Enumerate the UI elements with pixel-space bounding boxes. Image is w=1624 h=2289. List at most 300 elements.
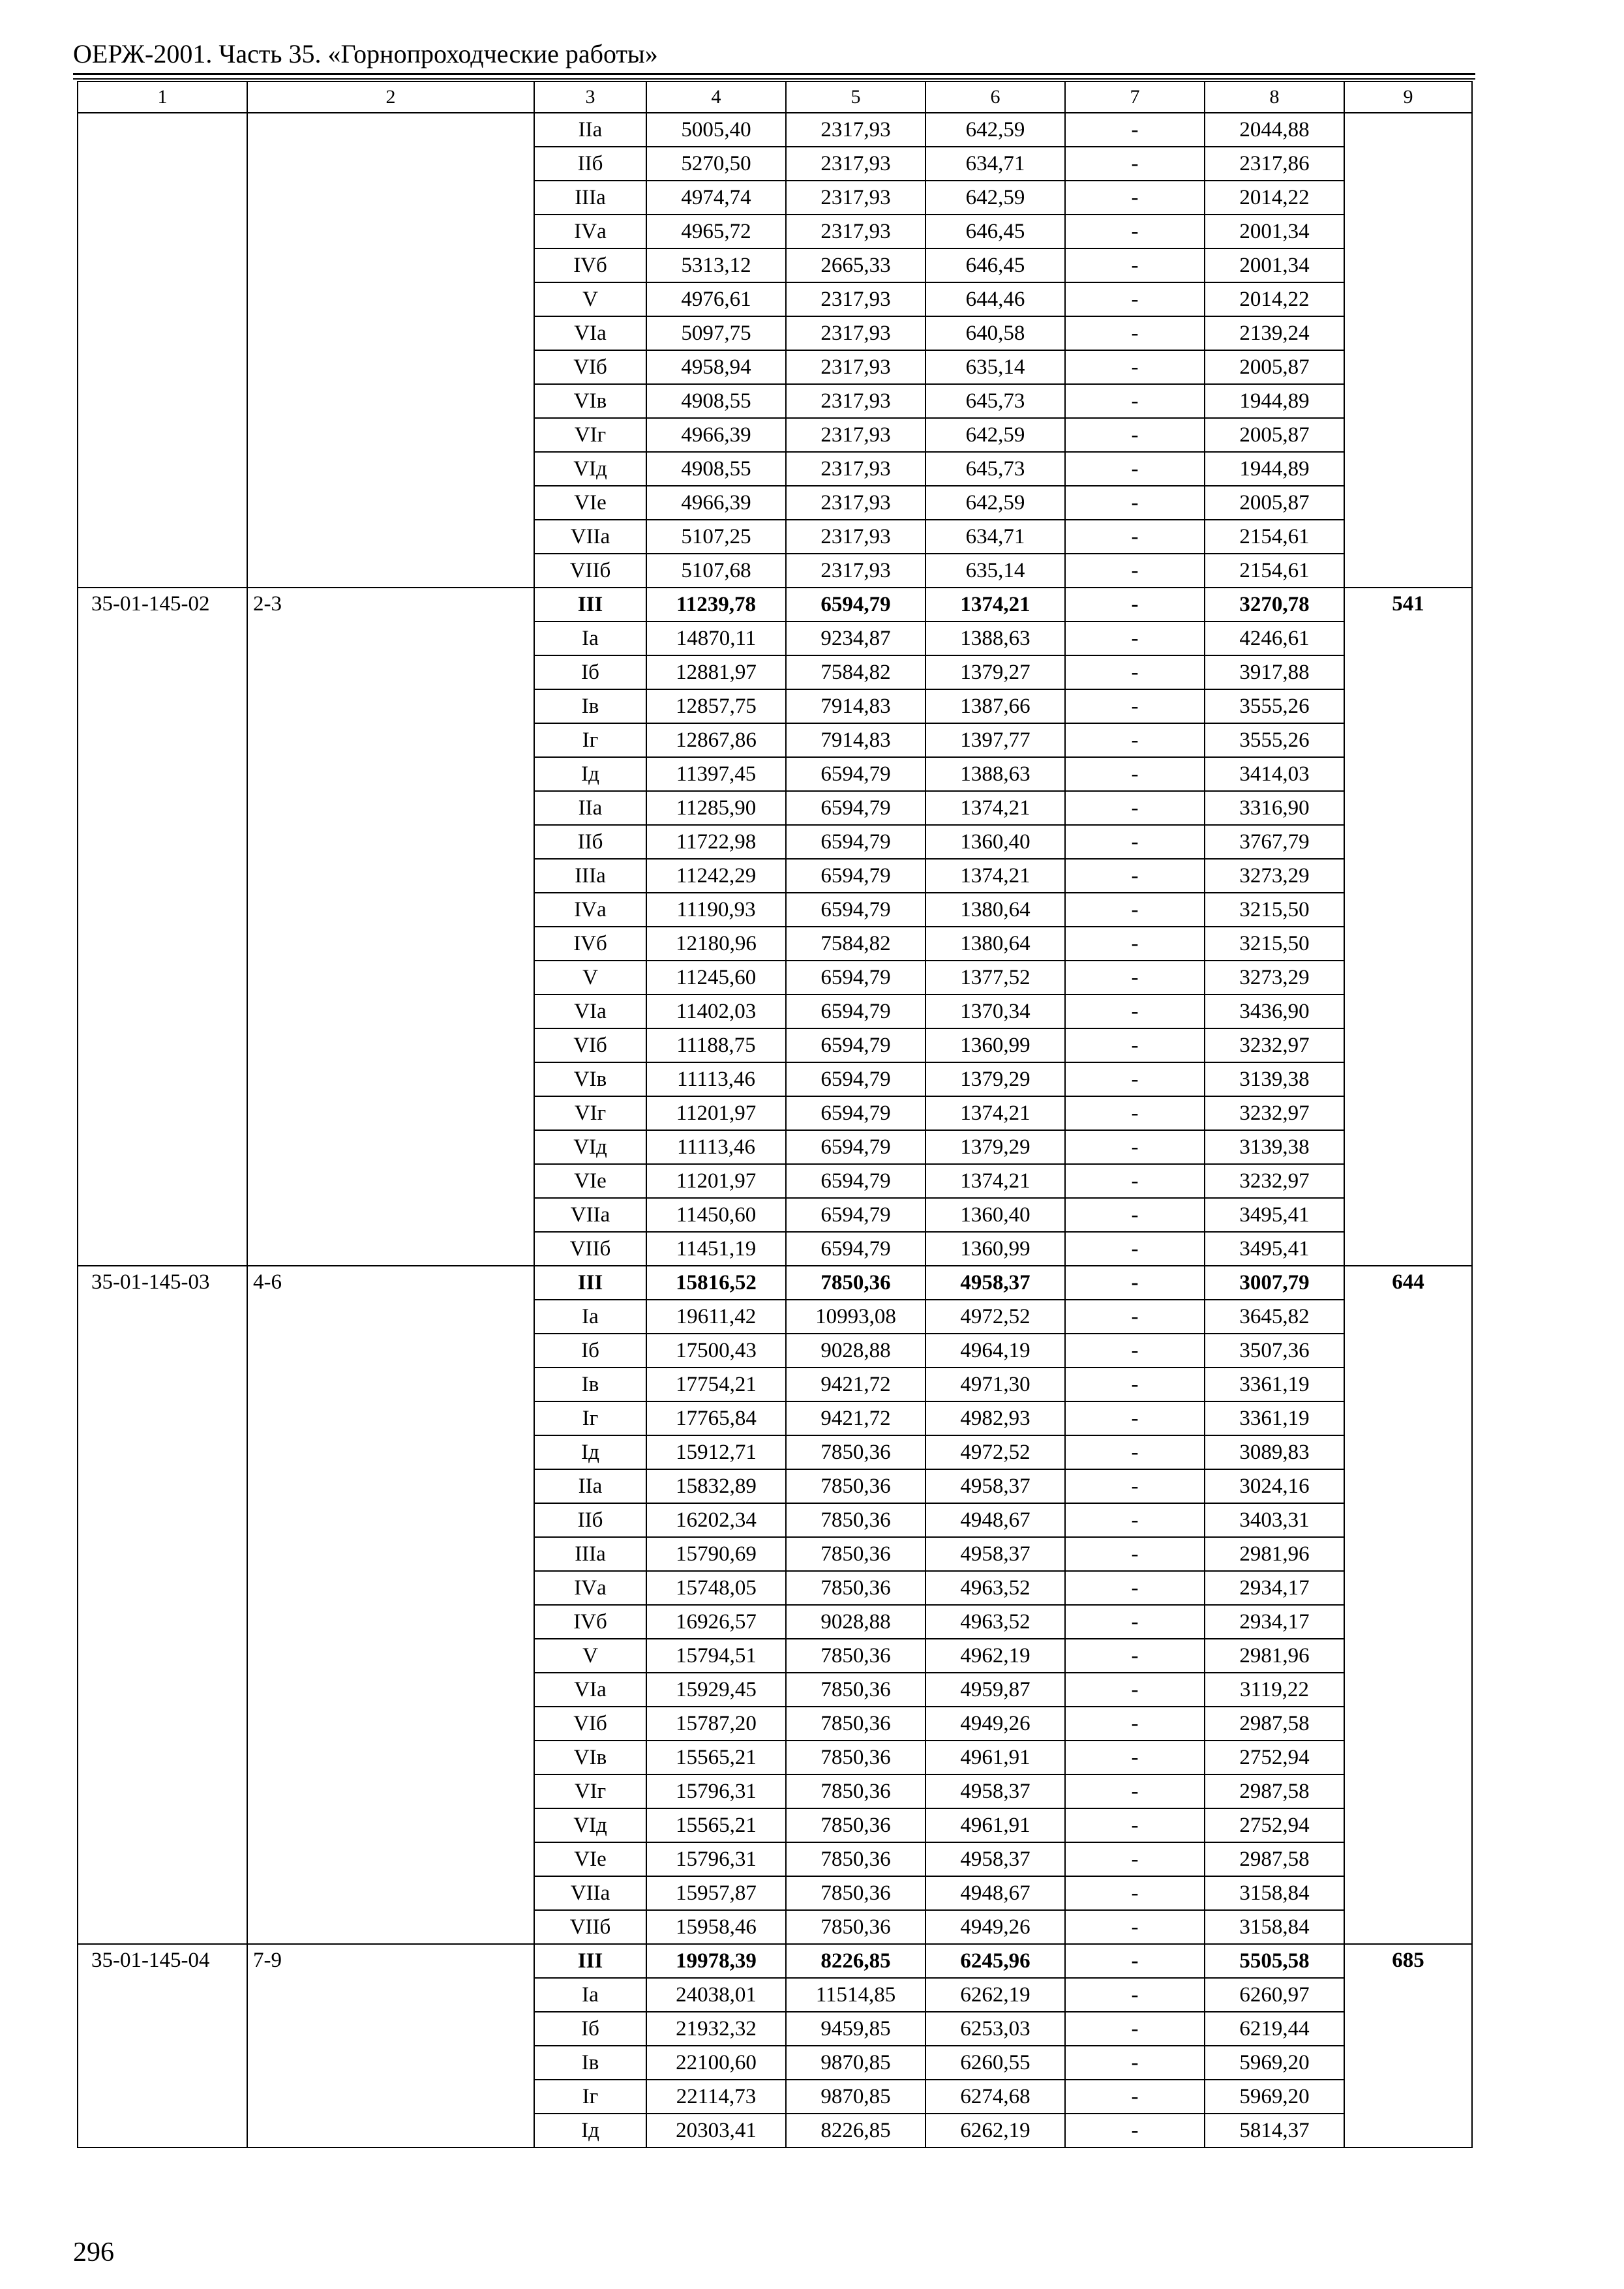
table-cell: 635,14 (925, 554, 1065, 588)
table-cell: 15565,21 (646, 1741, 786, 1774)
table-cell: 11201,97 (646, 1096, 786, 1130)
table-cell: VIг (534, 1774, 646, 1808)
table-cell: 9028,88 (786, 1334, 925, 1368)
table-cell: 2044,88 (1205, 113, 1344, 147)
table-cell: - (1065, 1130, 1205, 1164)
table-cell: 3645,82 (1205, 1300, 1344, 1334)
table-cell: 22100,60 (646, 2046, 786, 2080)
column-number-row (78, 82, 1472, 113)
table-cell: 2005,87 (1205, 418, 1344, 452)
table-cell: IIIа (534, 859, 646, 893)
table-cell: 1944,89 (1205, 384, 1344, 418)
table-cell: 11190,93 (646, 893, 786, 927)
table-cell: 15957,87 (646, 1876, 786, 1910)
column-number: 4 (646, 82, 786, 113)
table-cell: VIд (534, 1130, 646, 1164)
table-cell: - (1065, 1673, 1205, 1707)
table-cell: 3232,97 (1205, 1164, 1344, 1198)
table-cell: 4959,87 (925, 1673, 1065, 1707)
table-cell: 2981,96 (1205, 1639, 1344, 1673)
table-cell: - (1065, 859, 1205, 893)
table-cell: 2317,93 (786, 554, 925, 588)
table-cell: 11201,97 (646, 1164, 786, 1198)
table-cell: 640,58 (925, 316, 1065, 350)
table-cell: - (1065, 1639, 1205, 1673)
table-cell: - (1065, 1876, 1205, 1910)
table-cell: 3215,50 (1205, 893, 1344, 927)
table-cell: - (1065, 316, 1205, 350)
table-cell: 7850,36 (786, 1266, 925, 1300)
table-cell: - (1065, 181, 1205, 215)
table-cell: 2981,96 (1205, 1537, 1344, 1571)
column-9-cell: 685 (1344, 1944, 1472, 2147)
table-cell: - (1065, 1842, 1205, 1876)
table-cell: 24038,01 (646, 1978, 786, 2012)
table-cell: 634,71 (925, 520, 1065, 554)
table-cell: 2987,58 (1205, 1774, 1344, 1808)
table-cell: 11188,75 (646, 1028, 786, 1062)
column-number: 2 (247, 82, 534, 113)
table-cell: - (1065, 1774, 1205, 1808)
table-cell: 2987,58 (1205, 1707, 1344, 1741)
table-cell: 2934,17 (1205, 1605, 1344, 1639)
table-cell: 4958,37 (925, 1774, 1065, 1808)
table-cell: 3007,79 (1205, 1266, 1344, 1300)
table-cell: - (1065, 1368, 1205, 1401)
table-cell: 3270,78 (1205, 588, 1344, 621)
table-cell: VIб (534, 1028, 646, 1062)
table-cell: 2317,93 (786, 520, 925, 554)
table-cell: 2005,87 (1205, 350, 1344, 384)
table-cell: Iа (534, 621, 646, 655)
table-cell: 3158,84 (1205, 1910, 1344, 1944)
table-cell: - (1065, 1503, 1205, 1537)
table-cell: - (1065, 1707, 1205, 1741)
table-cell: 2317,93 (786, 384, 925, 418)
table-cell: 6219,44 (1205, 2012, 1344, 2046)
header-rule (73, 73, 1475, 75)
table-cell: 1374,21 (925, 791, 1065, 825)
table-cell: V (534, 961, 646, 995)
table-cell: 645,73 (925, 452, 1065, 486)
table-cell: 3555,26 (1205, 723, 1344, 757)
table-cell: 6594,79 (786, 1198, 925, 1232)
table-cell: - (1065, 588, 1205, 621)
table-cell: 7914,83 (786, 723, 925, 757)
table-cell: 15816,52 (646, 1266, 786, 1300)
table-cell: Iд (534, 1435, 646, 1469)
table-cell: 4949,26 (925, 1707, 1065, 1741)
page-header: ОЕРЖ-2001. Часть 35. «Горнопроходческие работы» (73, 39, 658, 68)
table-row (78, 1944, 1472, 1978)
table-cell: 6594,79 (786, 588, 925, 621)
table-cell: 17765,84 (646, 1401, 786, 1435)
table-cell: Iд (534, 2114, 646, 2147)
table-cell: VIIа (534, 520, 646, 554)
table-cell: - (1065, 554, 1205, 588)
table-cell: VIIб (534, 1232, 646, 1266)
range-cell: 7-9 (247, 1944, 534, 2147)
table-cell: 642,59 (925, 113, 1065, 147)
table-cell: 3158,84 (1205, 1876, 1344, 1910)
table-cell: 2154,61 (1205, 554, 1344, 588)
table-cell: Iб (534, 2012, 646, 2046)
table-cell: 11113,46 (646, 1130, 786, 1164)
table-cell: 11450,60 (646, 1198, 786, 1232)
table-cell: 15790,69 (646, 1537, 786, 1571)
table-cell: 3232,97 (1205, 1028, 1344, 1062)
table-cell: 3917,88 (1205, 655, 1344, 689)
table-cell: 2317,93 (786, 282, 925, 316)
table-cell: IIа (534, 791, 646, 825)
table-cell: 3215,50 (1205, 927, 1344, 961)
range-cell (247, 113, 534, 588)
table-cell: VIа (534, 316, 646, 350)
table-cell: 15796,31 (646, 1774, 786, 1808)
table-cell: 3414,03 (1205, 757, 1344, 791)
table-cell: 15748,05 (646, 1571, 786, 1605)
table-cell: VIIа (534, 1876, 646, 1910)
table-cell: 2317,86 (1205, 147, 1344, 181)
table-cell: 4908,55 (646, 384, 786, 418)
table-cell: - (1065, 1910, 1205, 1944)
table-cell: 6594,79 (786, 961, 925, 995)
table-cell: 2317,93 (786, 215, 925, 248)
table-cell: - (1065, 1096, 1205, 1130)
table-cell: 6594,79 (786, 825, 925, 859)
table-cell: - (1065, 248, 1205, 282)
table-cell: 1374,21 (925, 1096, 1065, 1130)
table-cell: 6594,79 (786, 1096, 925, 1130)
table-cell: 4974,74 (646, 181, 786, 215)
table-cell: Iг (534, 723, 646, 757)
table-cell: 2934,17 (1205, 1571, 1344, 1605)
table-cell: 3361,19 (1205, 1368, 1344, 1401)
table-cell: 4958,37 (925, 1537, 1065, 1571)
table-cell: VIв (534, 1741, 646, 1774)
table-cell: - (1065, 452, 1205, 486)
table-cell: - (1065, 1435, 1205, 1469)
table-cell: IIа (534, 1469, 646, 1503)
rate-code-cell: 35-01-145-02 (78, 588, 247, 1266)
table-cell: 9459,85 (786, 2012, 925, 2046)
table-cell: 6594,79 (786, 1232, 925, 1266)
table-cell: Iд (534, 757, 646, 791)
table-cell: - (1065, 2012, 1205, 2046)
table-cell: 6594,79 (786, 1062, 925, 1096)
table-cell: Iг (534, 1401, 646, 1435)
table-cell: 4948,67 (925, 1876, 1065, 1910)
table-cell: 6594,79 (786, 791, 925, 825)
table-cell: 7850,36 (786, 1876, 925, 1910)
table-cell: - (1065, 1198, 1205, 1232)
table-cell: - (1065, 350, 1205, 384)
table-cell: 2014,22 (1205, 282, 1344, 316)
table-cell: 1374,21 (925, 1164, 1065, 1198)
table-cell: - (1065, 1266, 1205, 1300)
table-cell: - (1065, 723, 1205, 757)
table-cell: IIIа (534, 1537, 646, 1571)
table-cell: 642,59 (925, 418, 1065, 452)
table-cell: - (1065, 2080, 1205, 2114)
table-cell: 6594,79 (786, 757, 925, 791)
table-cell: IIб (534, 1503, 646, 1537)
table-cell: 2317,93 (786, 181, 925, 215)
table-cell: 4972,52 (925, 1300, 1065, 1334)
table-cell: 4966,39 (646, 418, 786, 452)
column-number: 3 (534, 82, 646, 113)
table-cell: 6262,19 (925, 2114, 1065, 2147)
table-cell: - (1065, 282, 1205, 316)
table-cell: 11514,85 (786, 1978, 925, 2012)
table-cell: 11245,60 (646, 961, 786, 995)
table-cell: 7850,36 (786, 1435, 925, 1469)
table-cell: 1379,29 (925, 1130, 1065, 1164)
table-cell: IVб (534, 248, 646, 282)
table-cell: 3139,38 (1205, 1062, 1344, 1096)
rate-code-cell (78, 113, 247, 588)
table-body (78, 113, 1472, 2147)
table-cell: IVб (534, 927, 646, 961)
table-cell: 2001,34 (1205, 215, 1344, 248)
table-cell: 1360,40 (925, 1198, 1065, 1232)
table-cell: 4964,19 (925, 1334, 1065, 1368)
table-cell: 5814,37 (1205, 2114, 1344, 2147)
table-cell: 16926,57 (646, 1605, 786, 1639)
table-cell: IIб (534, 147, 646, 181)
column-number: 6 (925, 82, 1065, 113)
table-cell: - (1065, 961, 1205, 995)
table-cell: 19978,39 (646, 1944, 786, 1978)
table-cell: 11402,03 (646, 995, 786, 1028)
table-cell: 11451,19 (646, 1232, 786, 1266)
table-cell: 9870,85 (786, 2046, 925, 2080)
table-cell: 2317,93 (786, 316, 925, 350)
table-cell: 4972,52 (925, 1435, 1065, 1469)
table-cell: - (1065, 1978, 1205, 2012)
table-cell: 5005,40 (646, 113, 786, 147)
table-cell: 8226,85 (786, 2114, 925, 2147)
table-cell: 15794,51 (646, 1639, 786, 1673)
table-cell: VIе (534, 486, 646, 520)
table-cell: IVа (534, 215, 646, 248)
table-cell: IVб (534, 1605, 646, 1639)
table-cell: 15929,45 (646, 1673, 786, 1707)
header-rule-thin (73, 78, 1475, 80)
table-cell: 7850,36 (786, 1639, 925, 1673)
rate-code-cell: 35-01-145-03 (78, 1266, 247, 1944)
table-cell: 9421,72 (786, 1368, 925, 1401)
table-cell: 15912,71 (646, 1435, 786, 1469)
table-cell: 7850,36 (786, 1707, 925, 1741)
table-cell: 5505,58 (1205, 1944, 1344, 1978)
table-cell: 7850,36 (786, 1537, 925, 1571)
table-cell: 22114,73 (646, 2080, 786, 2114)
table-cell: 2317,93 (786, 147, 925, 181)
table-cell: - (1065, 1808, 1205, 1842)
table-cell: 8226,85 (786, 1944, 925, 1978)
table-cell: - (1065, 1571, 1205, 1605)
table-cell: 4971,30 (925, 1368, 1065, 1401)
table-cell: VIг (534, 418, 646, 452)
table-cell: V (534, 1639, 646, 1673)
table-cell: 19611,42 (646, 1300, 786, 1334)
table-cell: VIд (534, 1808, 646, 1842)
table-cell: 3273,29 (1205, 859, 1344, 893)
rate-code-cell: 35-01-145-04 (78, 1944, 247, 2147)
table-cell: 5313,12 (646, 248, 786, 282)
rates-table (77, 81, 1473, 2148)
table-cell: VIе (534, 1164, 646, 1198)
table-cell: 3495,41 (1205, 1198, 1344, 1232)
table-cell: - (1065, 147, 1205, 181)
table-cell: Iб (534, 1334, 646, 1368)
table-cell: - (1065, 486, 1205, 520)
table-cell: - (1065, 1401, 1205, 1435)
table-cell: 4961,91 (925, 1808, 1065, 1842)
table-cell: 7850,36 (786, 1910, 925, 1944)
table-cell: 9028,88 (786, 1605, 925, 1639)
table-row (78, 1266, 1472, 1300)
table-cell: 646,45 (925, 248, 1065, 282)
table-cell: - (1065, 995, 1205, 1028)
table-cell: 17754,21 (646, 1368, 786, 1401)
table-cell: - (1065, 689, 1205, 723)
table-cell: 17500,43 (646, 1334, 786, 1368)
table-cell: Iг (534, 2080, 646, 2114)
table-cell: 3139,38 (1205, 1130, 1344, 1164)
table-cell: - (1065, 893, 1205, 927)
table-cell: 11239,78 (646, 588, 786, 621)
table-row (78, 113, 1472, 147)
column-number: 9 (1344, 82, 1472, 113)
table-cell: 12857,75 (646, 689, 786, 723)
table-cell: 6245,96 (925, 1944, 1065, 1978)
table-cell: 7850,36 (786, 1673, 925, 1707)
table-cell: 2001,34 (1205, 248, 1344, 282)
table-cell: - (1065, 2046, 1205, 2080)
table-cell: 11113,46 (646, 1062, 786, 1096)
table-cell: 3024,16 (1205, 1469, 1344, 1503)
table-cell: 1377,52 (925, 961, 1065, 995)
table-cell: 634,71 (925, 147, 1065, 181)
table-cell: 4961,91 (925, 1741, 1065, 1774)
table-cell: 1380,64 (925, 893, 1065, 927)
table-cell: - (1065, 1164, 1205, 1198)
table-cell: 2317,93 (786, 113, 925, 147)
table-cell: 1360,99 (925, 1028, 1065, 1062)
table-cell: 3555,26 (1205, 689, 1344, 723)
table-cell: - (1065, 621, 1205, 655)
range-cell: 4-6 (247, 1266, 534, 1944)
table-cell: 3403,31 (1205, 1503, 1344, 1537)
table-cell: 3316,90 (1205, 791, 1344, 825)
table-cell: - (1065, 1232, 1205, 1266)
table-cell: 5097,75 (646, 316, 786, 350)
table-cell: 12180,96 (646, 927, 786, 961)
table-cell: 3495,41 (1205, 1232, 1344, 1266)
table-cell: 5107,25 (646, 520, 786, 554)
table-cell: 1387,66 (925, 689, 1065, 723)
table-cell: 4963,52 (925, 1571, 1065, 1605)
table-cell: 7584,82 (786, 655, 925, 689)
table-cell: 642,59 (925, 486, 1065, 520)
table-cell: 1380,64 (925, 927, 1065, 961)
table-cell: 2752,94 (1205, 1741, 1344, 1774)
table-cell: 2752,94 (1205, 1808, 1344, 1842)
table-cell: 2154,61 (1205, 520, 1344, 554)
table-cell: Iа (534, 1978, 646, 2012)
table-cell: - (1065, 825, 1205, 859)
table-cell: - (1065, 418, 1205, 452)
table-cell: 16202,34 (646, 1503, 786, 1537)
table-cell: 1397,77 (925, 723, 1065, 757)
table-cell: 1360,40 (925, 825, 1065, 859)
table-cell: 2317,93 (786, 418, 925, 452)
table-cell: 7850,36 (786, 1741, 925, 1774)
table-cell: 4966,39 (646, 486, 786, 520)
table-cell: - (1065, 2114, 1205, 2147)
column-number: 5 (786, 82, 925, 113)
table-cell: 2987,58 (1205, 1842, 1344, 1876)
table-cell: - (1065, 1469, 1205, 1503)
table-cell: III (534, 1944, 646, 1978)
table-cell: 12881,97 (646, 655, 786, 689)
table-cell: - (1065, 1605, 1205, 1639)
table-cell: 1379,27 (925, 655, 1065, 689)
table-cell: 15787,20 (646, 1707, 786, 1741)
table-cell: 2317,93 (786, 486, 925, 520)
table-cell: - (1065, 215, 1205, 248)
table-cell: 15958,46 (646, 1910, 786, 1944)
table-cell: 6594,79 (786, 859, 925, 893)
table-cell: IVа (534, 893, 646, 927)
table-cell: 5969,20 (1205, 2046, 1344, 2080)
table-cell: 4965,72 (646, 215, 786, 248)
table-cell: 7850,36 (786, 1808, 925, 1842)
table-cell: 646,45 (925, 215, 1065, 248)
table-cell: 4948,67 (925, 1503, 1065, 1537)
table-cell: 15832,89 (646, 1469, 786, 1503)
table-cell: 2317,93 (786, 350, 925, 384)
table-cell: 11397,45 (646, 757, 786, 791)
table-cell: 5107,68 (646, 554, 786, 588)
table-cell: Iа (534, 1300, 646, 1334)
table-cell: 20303,41 (646, 2114, 786, 2147)
table-cell: 11722,98 (646, 825, 786, 859)
table-cell: VIг (534, 1096, 646, 1130)
table-cell: VIа (534, 1673, 646, 1707)
table-cell: 4958,37 (925, 1266, 1065, 1300)
table-cell: 6594,79 (786, 1028, 925, 1062)
table-cell: - (1065, 1028, 1205, 1062)
table-cell: 7850,36 (786, 1842, 925, 1876)
table-cell: 3089,83 (1205, 1435, 1344, 1469)
table-cell: 15796,31 (646, 1842, 786, 1876)
table-cell: - (1065, 791, 1205, 825)
table-cell: 12867,86 (646, 723, 786, 757)
table-cell: 4976,61 (646, 282, 786, 316)
table-cell: 4958,37 (925, 1842, 1065, 1876)
table-cell: V (534, 282, 646, 316)
table-cell: III (534, 588, 646, 621)
table-cell: 642,59 (925, 181, 1065, 215)
table-cell: 4982,93 (925, 1401, 1065, 1435)
table-cell: 2005,87 (1205, 486, 1344, 520)
table-cell: - (1065, 113, 1205, 147)
table-cell: 15565,21 (646, 1808, 786, 1842)
table-cell: 4949,26 (925, 1910, 1065, 1944)
